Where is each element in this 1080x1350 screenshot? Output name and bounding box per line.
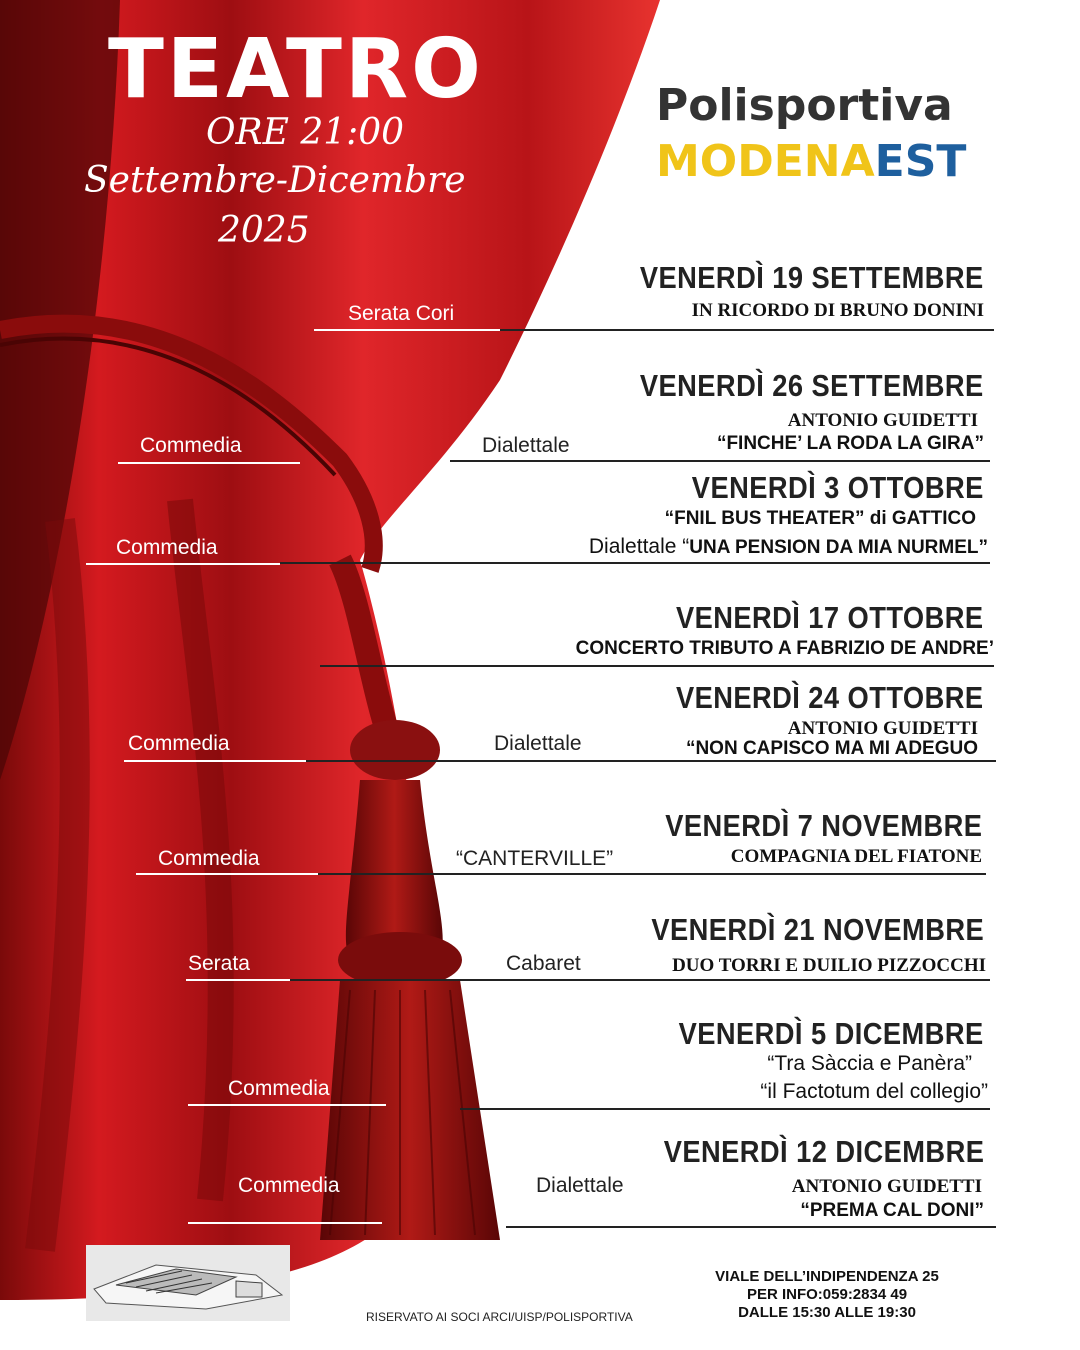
event-line: IN RICORDO DI BRUNO DONINI bbox=[691, 300, 984, 321]
event-line: ANTONIO GUIDETTI bbox=[787, 718, 978, 739]
event-date: VENERDÌ 19 SETTEMBRE bbox=[640, 260, 984, 295]
season-range: Settembre-Dicembre bbox=[84, 160, 466, 201]
theatre-building-sketch bbox=[86, 1245, 290, 1321]
event-line: “FNIL BUS THEATER” di GATTICO bbox=[664, 508, 976, 529]
event-title: UNA PENSION DA MIA NURMEL” bbox=[689, 537, 988, 558]
event-category: Serata bbox=[188, 952, 250, 975]
event-category: “CANTERVILLE” bbox=[456, 847, 614, 870]
event-category: Commedia bbox=[116, 536, 218, 559]
info-hours: DALLE 15:30 ALLE 19:30 bbox=[738, 1304, 916, 1321]
event-date: VENERDÌ 21 NOVEMBRE bbox=[651, 912, 984, 947]
event-category: Commedia bbox=[158, 847, 260, 870]
event-date: VENERDÌ 17 OTTOBRE bbox=[676, 600, 984, 635]
logo-polisportiva: Polisportiva bbox=[656, 80, 953, 131]
event-category: Commedia bbox=[238, 1174, 340, 1197]
reserved-note: RISERVATO AI SOCI ARCI/UISP/POLISPORTIVA bbox=[366, 1310, 633, 1324]
event-date: VENERDÌ 7 NOVEMBRE bbox=[664, 808, 982, 843]
poster-title: TEATRO bbox=[108, 22, 484, 117]
event-date: VENERDÌ 3 OTTOBRE bbox=[692, 470, 984, 505]
event-line: DUO TORRI E DUILIO PIZZOCCHI bbox=[672, 955, 986, 976]
info-phone: PER INFO:059:2834 49 bbox=[746, 1286, 908, 1303]
event-line: “PREMA CAL DONI” bbox=[800, 1200, 984, 1221]
event-category: Cabaret bbox=[506, 952, 581, 975]
event-category: Dialettale bbox=[494, 732, 582, 755]
address: VIALE DELL’INDIPENDENZA 25 bbox=[715, 1268, 939, 1285]
event-line: ANTONIO GUIDETTI bbox=[787, 410, 978, 431]
event-category: Serata Cori bbox=[348, 302, 455, 325]
event-category: Commedia bbox=[128, 732, 230, 755]
event-date: VENERDÌ 26 SETTEMBRE bbox=[640, 368, 984, 403]
event-line: ANTONIO GUIDETTI bbox=[791, 1176, 982, 1197]
event-category: Commedia bbox=[228, 1077, 330, 1100]
logo-modenaest bbox=[656, 136, 966, 187]
event-date: VENERDÌ 12 DICEMBRE bbox=[663, 1134, 984, 1169]
event-line: COMPAGNIA DEL FIATONE bbox=[730, 846, 982, 867]
show-time: ORE 21:00 bbox=[206, 112, 405, 153]
event-category: Dialettale bbox=[536, 1174, 624, 1197]
event-date: VENERDÌ 24 OTTOBRE bbox=[676, 680, 984, 715]
event-line: CONCERTO TRIBUTO A FABRIZIO DE ANDRE’ bbox=[575, 638, 994, 659]
logo-modena: MODENA bbox=[656, 136, 875, 187]
event-date: VENERDÌ 5 DICEMBRE bbox=[678, 1016, 984, 1051]
event-category: Commedia bbox=[140, 434, 242, 457]
event-line bbox=[589, 535, 988, 559]
season-year: 2025 bbox=[218, 210, 310, 251]
event-category: Dialettale bbox=[482, 434, 570, 457]
logo-est: EST bbox=[874, 136, 967, 187]
event-line: “Tra Sàccia e Panèra” bbox=[767, 1052, 972, 1075]
event-line: “FINCHE’ LA RODA LA GIRA” bbox=[716, 433, 984, 454]
event-prefix: Dialettale “ bbox=[588, 535, 690, 558]
event-line: “il Factotum del collegio” bbox=[760, 1080, 988, 1103]
event-line: “NON CAPISCO MA MI ADEGUO bbox=[685, 738, 978, 759]
